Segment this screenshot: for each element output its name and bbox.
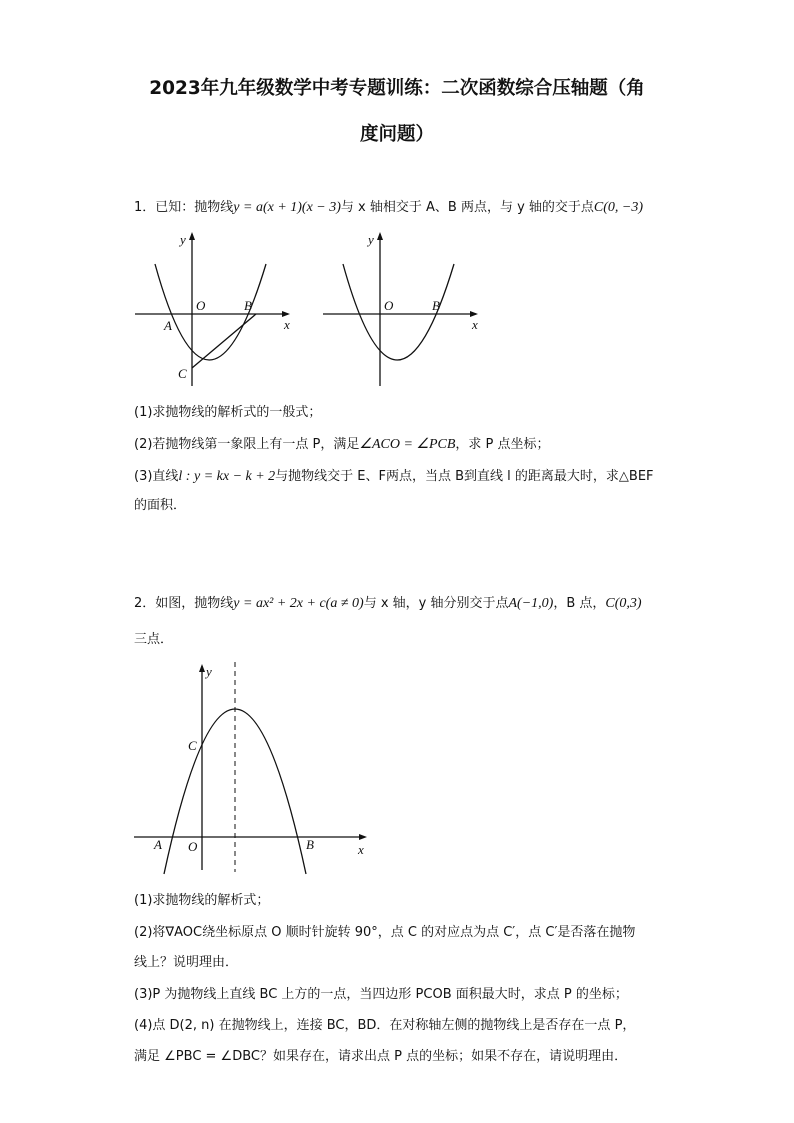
q1-part3 [134, 465, 654, 485]
q2-part1: (1)求抛物线的解析式； [134, 893, 270, 908]
q1-part2-formula: ∠ACO = ∠PCB [359, 437, 456, 452]
document-title [120, 66, 674, 158]
y-axis-arrow [189, 232, 195, 240]
label-c: C [178, 366, 187, 381]
q2-stem-mid2: ，B 点， [553, 596, 606, 611]
q1-stem [134, 196, 643, 216]
q1-figure-right [318, 226, 488, 391]
q2-stem [134, 592, 642, 612]
label-a: A [154, 837, 162, 852]
label-b: B [244, 298, 252, 313]
q2-stem-end: 三点． [134, 632, 174, 647]
q2-part4-line2: 满足 ∠PBC = ∠DBC？如果存在，请求出点 P 点的坐标；如果不存在，请说明理由． [134, 1049, 628, 1064]
q2-part4-line1: (4)点 D(2, n) 在抛物线上，连接 BC，BD．在对称轴左侧的抛物线上是否存在一点 P， [134, 1018, 636, 1033]
label-x: x [284, 317, 290, 332]
label-x: x [472, 317, 478, 332]
q1-part1: (1)求抛物线的解析式的一般式； [134, 405, 322, 420]
y-axis-arrow [199, 664, 205, 672]
q1-part3-post: 与抛物线交于 E、F两点，当点 B到直线 l 的距离最大时，求△BEF [275, 469, 654, 484]
y-axis-arrow [377, 232, 383, 240]
q1-part3-end: 的面积． [134, 498, 187, 513]
label-x: x [358, 842, 364, 857]
q2-stem-mid: 与 x 轴，y 轴分别交于点 [363, 596, 509, 611]
q1-stem-formula: y = a(x + 1)(x − 3) [233, 200, 341, 215]
q1-part3-formula: l : y = kx − k + 2 [178, 469, 276, 484]
x-axis-arrow [359, 834, 367, 840]
label-y: y [206, 664, 212, 679]
q1-stem-mid: 与 x 轴相交于 A、B 两点，与 y 轴的交于点 [340, 200, 594, 215]
q2-stem-formula: y = ax² + 2x + c(a ≠ 0) [233, 596, 364, 611]
q2-figure [130, 660, 375, 875]
q1-part2-pre: (2)若抛物线第一象限上有一点 P，满足 [134, 437, 360, 452]
q2-stem-point-c: C(0,3) [605, 596, 642, 611]
label-origin: O [384, 298, 394, 313]
q2-part3: (3)P 为抛物线上直线 BC 上方的一点，当四边形 PCOB 面积最大时，求点 P 的坐标； [134, 987, 628, 1002]
q1-part3-pre: (3)直线 [134, 469, 179, 484]
label-origin: O [188, 839, 198, 854]
label-y: y [180, 232, 186, 247]
label-b: B [306, 837, 314, 852]
label-b: B [432, 298, 440, 313]
segment-cb [192, 314, 256, 368]
title-line-1: 2023年九年级数学中考专题训练：二次函数综合压轴题（角 [149, 78, 645, 99]
q1-part2 [134, 433, 550, 453]
q1-stem-point-c: C(0, −3) [593, 200, 644, 215]
label-y: y [368, 232, 374, 247]
q2-stem-point-a: A(−1,0) [508, 596, 554, 611]
title-line-2: 度问题） [359, 124, 434, 145]
label-a: A [164, 318, 172, 333]
q2-stem-pre: 2．如图，抛物线 [134, 596, 234, 611]
label-c: C [188, 738, 197, 753]
q2-part2-line2: 线上？说明理由． [134, 955, 239, 970]
q1-part2-post: ，求 P 点坐标； [455, 437, 550, 452]
label-origin: O [196, 298, 206, 313]
q1-figure-left [130, 226, 300, 391]
q1-stem-pre: 1．已知：抛物线 [134, 200, 234, 215]
q2-part2-line1: (2)将∇AOC绕坐标原点 O 顺时针旋转 90°，点 C 的对应点为点 C′，点 C′是否落在抛物 [134, 925, 636, 940]
